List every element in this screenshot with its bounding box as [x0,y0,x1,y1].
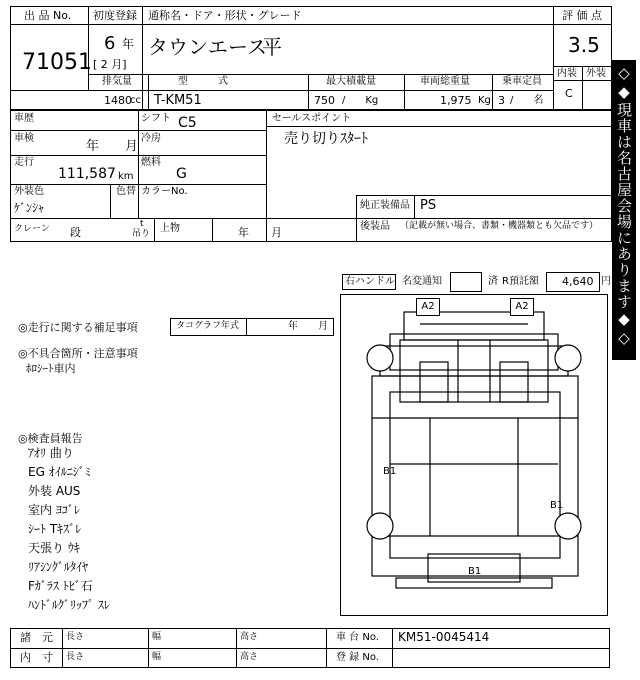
max-load-value: 750 [314,94,335,107]
inspector-line: 天張り ｳｷ [28,541,80,555]
sales-point-label: セールスポイント [272,113,352,124]
capacity-unit: / 名 [510,95,544,106]
issues-title: ◎不具合箇所・注意事項 [18,347,138,360]
standard-equip-value: PS [420,198,437,213]
model-label: 型 式 [178,76,228,87]
reg-year: 6 [104,33,116,54]
score-value: 3.5 [568,33,600,57]
inspector-line: Fｶﾞﾗｽ ﾄﾋﾞ石 [28,579,93,593]
crane-stage: 段 [70,226,81,239]
mark-b1-left: B1 [383,466,397,477]
tachograph-label: タコグラフ年式 [176,321,240,331]
truck-outline [372,312,578,588]
mileage-label: 走行 [14,157,34,168]
standard-equip-label: 純正装備品 [360,200,410,211]
aftermarket-note: （記載が無い場合、書類・機器類とも欠品です） [400,221,599,231]
side-banner-text: ◇◆現車は名古屋会場にあります◆◇ [615,64,633,348]
reg-month: [ 2 月] [93,58,127,71]
displacement-unit: cc [130,95,141,106]
interior-size-label: 内 寸 [20,651,53,664]
shift-value: C5 [178,115,197,131]
dim-height-label: 高さ [240,632,259,642]
inspector-line: ｼｰﾄ Tｷｽﾞﾚ [28,522,82,536]
history-label: 車歴 [14,113,34,124]
color-label: 外装色 [14,186,44,197]
registration-label: 登 録 No. [336,652,379,663]
capacity-label: 乗車定員 [502,76,542,87]
lot-label: 出 品 No. [24,9,72,22]
chassis-label: 車 台 No. [336,632,379,643]
lot-number: 71051 [22,50,92,75]
body-type: 平 [262,35,282,59]
driving-notes-title: ◎走行に関する補足事項 [18,321,138,334]
dim-width-label: 幅 [152,632,162,642]
inspector-line: ﾊﾝﾄﾞﾙｸﾞﾘｯﾌﾟ ｽﾚ [28,598,110,612]
ac-label: 冷房 [141,133,161,144]
first-reg-label: 初度登録 [93,9,137,22]
shift-label: シフト [141,113,171,124]
inspector-line: EG ｵｲﾙﾆｼﾞﾐ [28,465,91,479]
aftermarket-label: 後装品 [360,221,390,232]
recycle-value: 4,640 [562,275,594,288]
reg-year-unit: 年 [122,37,135,51]
gross-weight-unit: Kg [478,95,491,106]
int-width-label: 幅 [152,652,162,662]
int-height-label: 高さ [240,652,259,662]
tachograph-value: 年 月 [288,321,328,332]
color-value: ｹﾞﾝｼｬ [14,201,45,215]
crane-label: クレーン [14,224,50,234]
max-load-label: 最大積載量 [326,76,376,87]
interior-grade: C [565,87,573,100]
sales-point-value: 売り切りｽﾀｰﾄ [284,131,368,147]
inspection-value: 年 月 [86,139,139,154]
color-code-label: カラーNo. [141,186,188,197]
displacement-value: 1480 [104,94,132,107]
meter-change-box [450,272,482,292]
exterior-grade-label: 外装 [586,68,606,79]
lift-value: 年 月 [238,226,282,239]
inspector-title: ◎検査員報告 [18,432,83,445]
car-name: タウンエース [148,35,267,59]
inspector-line: ﾘｱｼﾝｸﾞﾙﾀｲﾔ [28,560,89,574]
color-change-label: 色替 [116,186,136,197]
dim-length-label: 長さ [66,632,85,642]
score-label: 評 価 点 [562,9,602,22]
mark-a2-left: A2 [416,298,440,316]
mark-b1-bottom: B1 [468,566,482,577]
model-value: T-KM51 [154,93,202,108]
meter-change-label: 名変通知 [402,276,442,287]
gross-weight-value: 1,975 [440,94,472,107]
right-handle-label: 右ハンドル [345,276,395,287]
mark-b1-right: B1 [550,500,564,511]
wheels [367,345,581,539]
name-label: 通称名・ドア・形状・グレード [148,9,302,22]
inspection-label: 車検 [14,133,34,144]
int-length-label: 長さ [66,652,85,662]
fuel-label: 燃料 [141,157,161,168]
mileage-value: 111,587 [58,166,116,182]
gross-weight-label: 車両総重量 [420,76,470,87]
mark-a2-right: A2 [510,298,534,316]
recycle-label: R預託額 [502,276,539,287]
capacity-value: 3 [498,94,505,107]
inspector-line: ｱｵﾘ 曲り [28,446,74,460]
inspector-line: 外装 AUS [28,484,81,498]
crane-ton-unit: t [140,219,144,229]
cleared-label: 済 [488,276,498,287]
issues-text: ﾎﾛｼｰﾄ車内 [26,362,76,375]
recycle-unit: 円 [601,276,611,287]
fuel-value: G [176,166,187,182]
dimensions-label: 諸 元 [20,631,53,644]
lift-label: 上物 [160,223,180,234]
max-load-unit: / Kg [342,95,379,106]
mileage-unit: km [118,171,134,182]
displacement-label: 排気量 [102,76,132,87]
chassis-number: KM51-0045414 [398,630,490,644]
interior-grade-label: 内装 [557,68,577,79]
crane-hook: 吊り [132,229,151,239]
inspector-line: 室内 ﾖｺﾞﾚ [28,503,80,517]
